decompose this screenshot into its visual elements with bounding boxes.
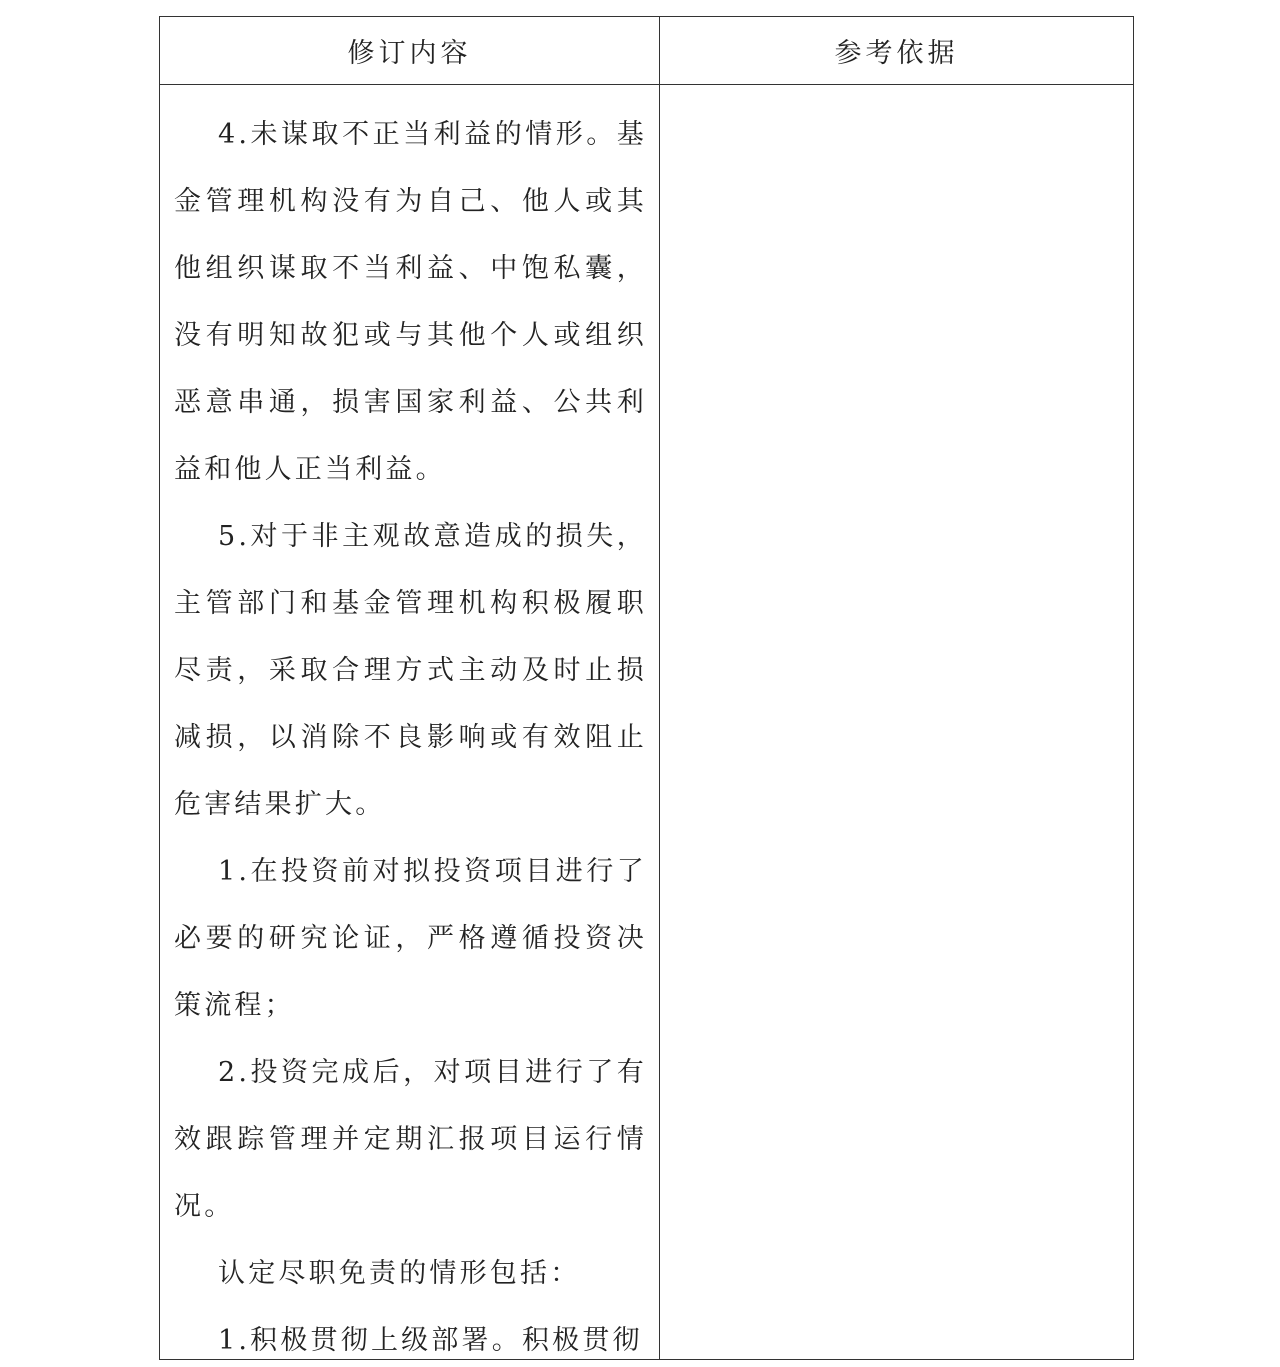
paragraph-item-5: 5.对于非主观故意造成的损失，主管部门和基金管理机构积极履职尽责，采取合理方式主动及时止损减损，以消除不良影响或有效阻止危害结果扩大。 [174,521,647,820]
revision-content-cell [160,85,660,1359]
revision-table [159,16,1134,1360]
paragraph-item-4: 4.未谋取不正当利益的情形。基金管理机构没有为自己、他人或其他组织谋取不当利益、中饱私囊，没有明知故犯或与其他个人或组织恶意串通，损害国家利益、公共利益和他人正当利益。 [174,119,647,485]
reference-basis-cell [660,85,1133,1359]
paragraph-item-1-research: 1.在投资前对拟投资项目进行了必要的研究论证，严格遵循投资决策流程； [174,856,647,1021]
header-revision-content: 修订内容 [160,17,660,85]
paragraph-exemption-intro: 认定尽职免责的情形包括： [218,1258,581,1289]
paragraph-item-1-implement: 1.积极贯彻上级部署。积极贯彻 [218,1325,643,1356]
header-reference-basis: 参考依据 [660,17,1133,85]
paragraph-item-2-tracking: 2.投资完成后，对项目进行了有效跟踪管理并定期汇报项目运行情况。 [174,1057,647,1222]
